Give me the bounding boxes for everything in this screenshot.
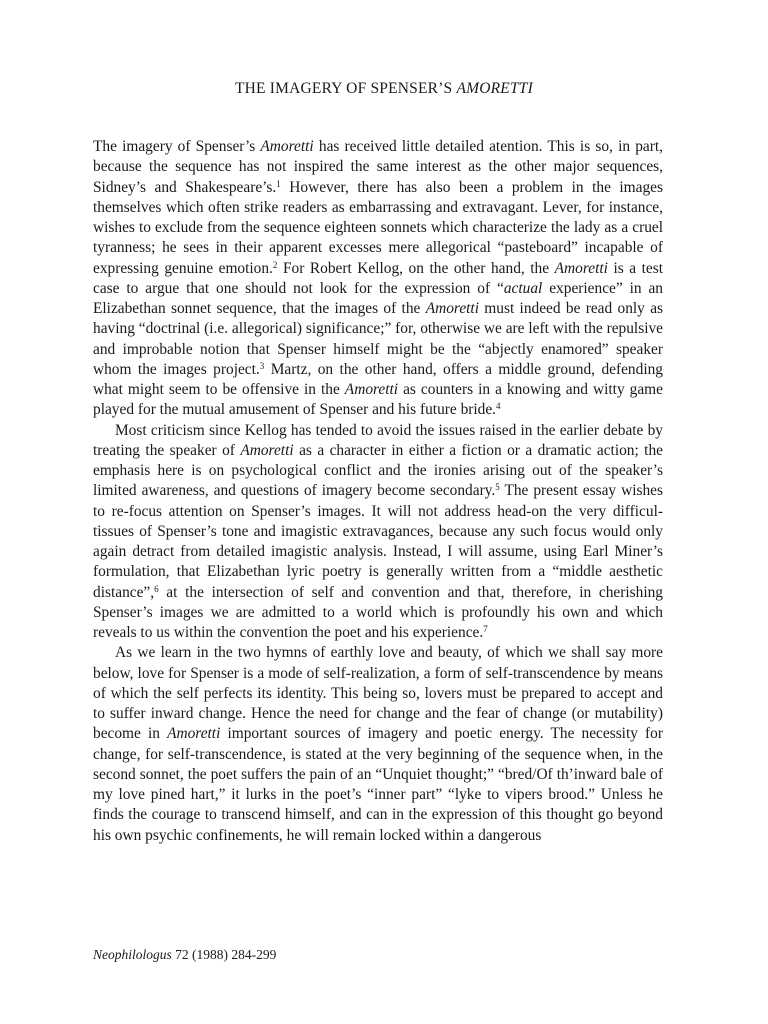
text-run: However, there has also been a problem in the images themselves which often strike readers as embarrassing and extravagant. Lever, for instance, wishes to exclude from the sequence eighteen sonnets which characterize the lady as a cruel tyranness; he sees in their apparent excesses mere allegorical “pasteboard” incapable of expressing genuine emotion. [93,178,663,277]
text-run: The present essay wishes to re-focus attention on Spenser’s images. It will not address head-on the very difficul-tissues of Spenser’s tone and imagistic extravagances, because any such focus would only again detract from detailed imagistic analysis. Instead, I will assume, using Earl Miner’s formulation, that Elizabethan lyric poetry is generally written from a “middle aesthetic distance”, [93,482,663,601]
text-run: Martz, on the other hand, offers a middle ground, defending what might seem to be offensive in the [93,360,663,398]
paragraph [93,421,663,644]
footnote-marker: 2 [272,259,278,270]
text-run: Most criticism since Kellog has tended to avoid the issues raised in the earlier debate by treating the speaker of [93,421,663,459]
text-run: as a character in either a fiction or a dramatic action; the emphasis here is on psychological conflict and the ironies arising out of the speaker’s limited awareness, and questions of imagery become secondary. [93,441,663,500]
text-run: has received little detailed atention. This is so, in part, because the sequence has not inspired the same interest as the other major sequences, Sidney’s and Shakespeare’s. [93,138,663,196]
footnote-marker: 6 [154,583,159,594]
italic-text: Amoretti [260,138,314,155]
paragraph [93,137,663,421]
paragraph [93,643,663,846]
citation-details: 72 (1988) 284-299 [171,947,277,962]
text-run: as counters in a knowing and witty game played for the mutual amusement of Spenser and his future bride. [93,381,663,419]
journal-citation [93,947,276,963]
text-run: The imagery of Spenser’s [93,138,261,155]
italic-text: Amoretti [167,725,221,743]
text-run: at the intersection of self and convention and that, therefore, in cherishing Spenser’s images we are admitted to a world which is profoundly his own and which reveals to us within the convention the poet and his experience. [93,583,663,641]
footnote-marker: 1 [276,178,281,189]
footnote-marker: 3 [259,360,265,371]
text-run: experience” in an Elizabethan sonnet sequence, that the images of the [93,279,664,317]
text-run: must indeed be read only as having “doctrinal (i.e. allegorical) significance;” for, otherwise we are left with the repulsive and improbable notion that Spenser himself might be the “abjectly enamored” speaker whom the images project. [93,300,664,378]
footnote-marker: 4 [496,401,501,412]
italic-text: Amoretti [425,300,479,317]
article-body [93,137,663,846]
text-run: is a test case to argue that one should not look for the expression of “ [93,259,663,297]
italic-text: Amoretti [240,441,294,459]
italic-text: Amoretti [344,381,399,398]
article-title [0,80,768,98]
footnote-marker: 5 [495,482,500,493]
italic-text: actual [503,279,543,297]
journal-name: Neophilologus [93,947,172,962]
text-run: For Robert Kellog, on the other hand, the [277,259,555,277]
article-title-italic: AMORETTI [456,80,533,97]
text-run: important sources of imagery and poetic energy. The necessity for change, for self-transcendence, is stated at the very beginning of the sequence when, in the second sonnet, the poet suffers the pain of an “Unquiet thought;” “bred/Of th’inward bale of my love pined hart,” it lurks in the poet’s “inner part” “lyke to vipers brood.” Unless he finds the courage to transcend himself, and can in the expression of this thought go beyond his own psychic confinements, he will remain locked within a dangerous [93,725,663,844]
article-title-prefix: THE IMAGERY OF SPENSER’S [235,80,457,97]
italic-text: Amoretti [554,259,608,277]
footnote-marker: 7 [483,624,488,635]
text-run: As we learn in the two hymns of earthly love and beauty, of which we shall say more below, love for Spenser is a mode of self-realization, a form of self-transcendence by means of which the self perfects its identity. This being so, lovers must be prepared to accept and to suffer inward change. Hence the need for change and the fear of change (or mutability) become in [93,644,663,743]
